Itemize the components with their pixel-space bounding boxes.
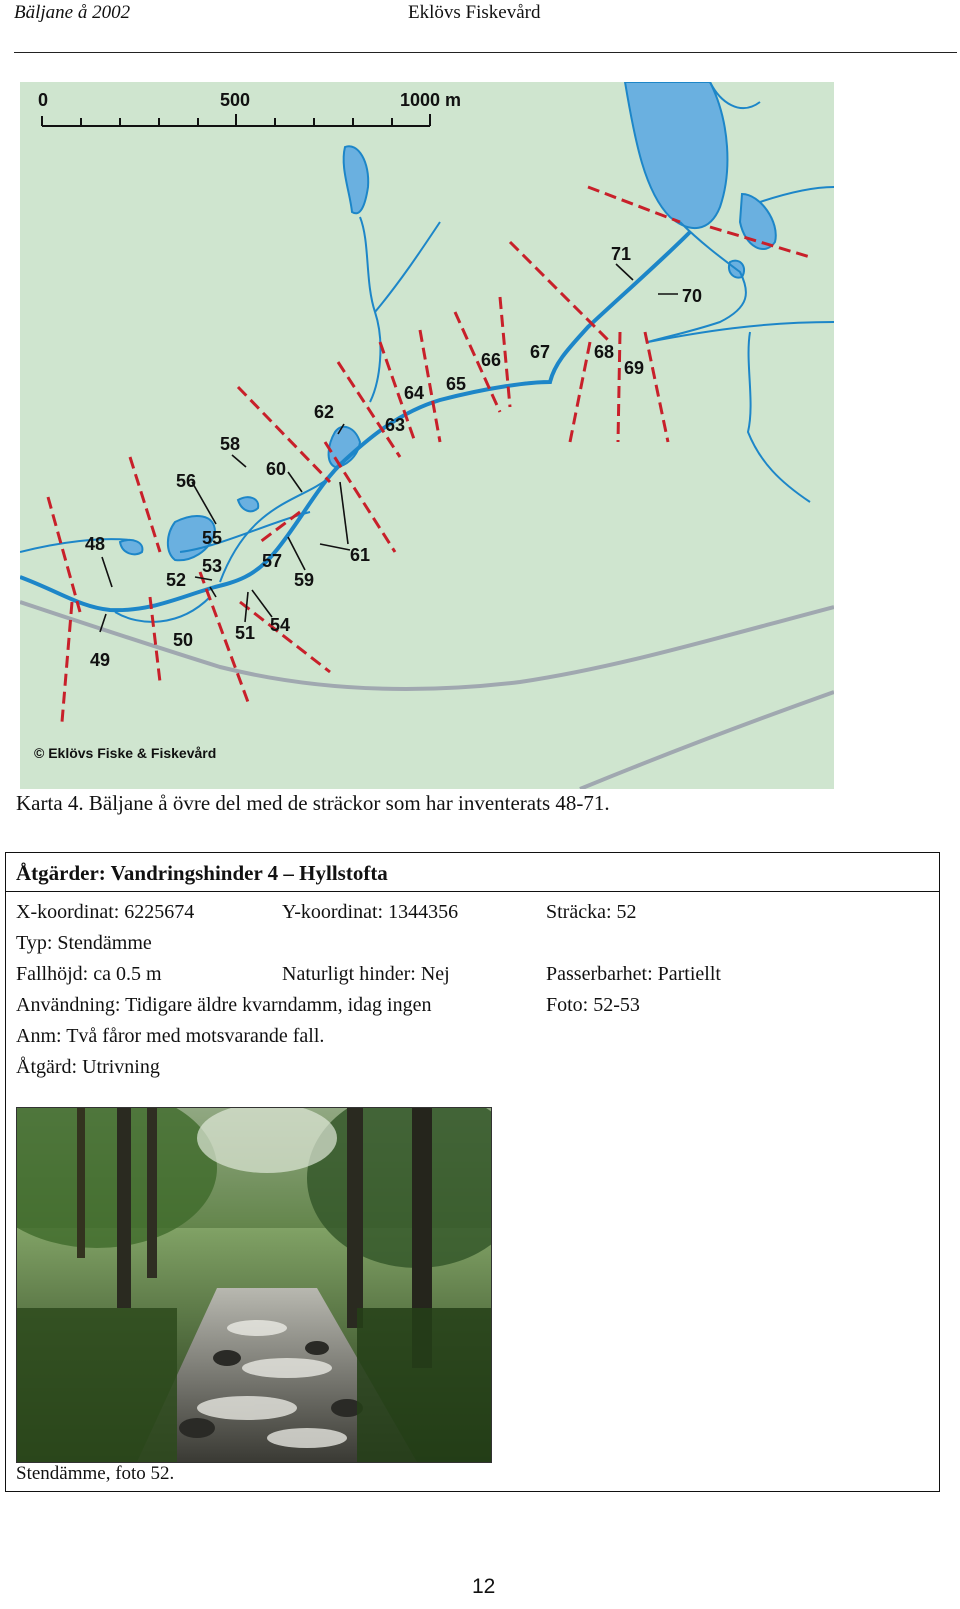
section-label-64: 64 — [404, 383, 425, 403]
passerbarhet: Passerbarhet: Partiellt — [546, 963, 721, 985]
scale-zero: 0 — [38, 90, 49, 110]
section-label-62: 62 — [314, 402, 335, 422]
section-label-48: 48 — [85, 534, 106, 554]
section-label-71: 71 — [611, 244, 632, 264]
section-label-49: 49 — [90, 650, 111, 670]
section-label-57: 57 — [262, 551, 283, 571]
map-caption: Karta 4. Bäljane å övre del med de sträckor som har inventerats 48-71. — [16, 791, 610, 815]
header-rule — [14, 52, 957, 53]
page-number: 12 — [472, 1575, 496, 1598]
scale-mid: 500 — [220, 90, 251, 110]
section-label-61: 61 — [350, 545, 371, 565]
y-coord: Y-koordinat: 1344356 — [282, 901, 459, 923]
measure-title-rule — [6, 891, 939, 892]
header-left: Bäljane å 2002 — [14, 2, 131, 23]
section-label-52: 52 — [166, 570, 187, 590]
header-center: Eklövs Fiskevård — [408, 2, 541, 23]
foto: Foto: 52-53 — [546, 994, 640, 1016]
section-label-63: 63 — [385, 415, 406, 435]
section-label-69: 69 — [624, 358, 645, 378]
photo-caption: Stendämme, foto 52. — [16, 1463, 175, 1484]
section-label-65: 65 — [446, 374, 467, 394]
stracka: Sträcka: 52 — [546, 901, 637, 923]
section-label-68: 68 — [594, 342, 615, 362]
section-label-54: 54 — [270, 615, 291, 635]
naturligt-hinder: Naturligt hinder: Nej — [282, 963, 450, 985]
section-label-60: 60 — [266, 459, 287, 479]
section-label-55: 55 — [202, 528, 223, 548]
section-label-67: 67 — [530, 342, 551, 362]
anm: Anm: Två fåror med motsvarande fall. — [16, 1025, 325, 1047]
section-label-53: 53 — [202, 556, 223, 576]
section-label-51: 51 — [235, 623, 256, 643]
scale-end: 1000 m — [400, 90, 462, 110]
section-label-59: 59 — [294, 570, 315, 590]
x-coord: X-koordinat: 6225674 — [16, 901, 195, 923]
section-label-50: 50 — [173, 630, 194, 650]
section-label-70: 70 — [682, 286, 703, 306]
atgard: Åtgärd: Utrivning — [16, 1056, 160, 1078]
measure-box — [5, 852, 940, 1492]
typ: Typ: Stendämme — [16, 932, 152, 954]
anvandning: Användning: Tidigare äldre kvarndamm, idag ingen — [16, 994, 432, 1016]
map-figure — [20, 82, 834, 789]
section-label-56: 56 — [176, 471, 197, 491]
stream-photo — [16, 1107, 492, 1463]
section-label-58: 58 — [220, 434, 241, 454]
map-copyright: © Eklövs Fiske & Fiskevård — [34, 745, 217, 761]
measure-title: Åtgärder: Vandringshinder 4 – Hyllstofta — [16, 861, 388, 885]
fallhojd: Fallhöjd: ca 0.5 m — [16, 963, 162, 985]
section-label-66: 66 — [481, 350, 502, 370]
